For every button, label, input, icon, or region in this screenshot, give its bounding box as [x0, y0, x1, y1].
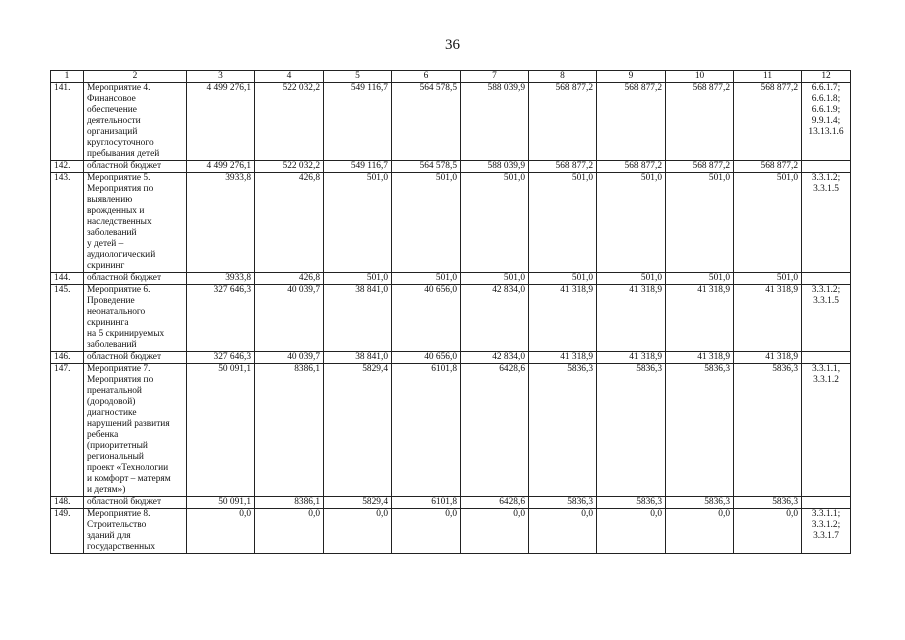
- description-line: Мероприятие 6.: [87, 285, 151, 295]
- amount-cell: 549 116,7: [324, 161, 392, 173]
- description-line: и комфорт – матерям: [87, 474, 171, 484]
- amount-cell: 568 877,2: [666, 83, 734, 161]
- indicator-code: 3.3.1.1;: [811, 509, 841, 519]
- amount-cell: 588 039,9: [461, 83, 529, 161]
- description-line: Проведение: [87, 296, 135, 306]
- description-line: аудиологический: [87, 250, 156, 260]
- amount-cell: 0,0: [187, 509, 255, 554]
- amount-cell: 501,0: [461, 273, 529, 285]
- amount-cell: 41 318,9: [734, 352, 802, 364]
- column-number: 6: [392, 71, 461, 83]
- amount-cell: 50 091,1: [187, 364, 255, 497]
- amount-cell: 41 318,9: [529, 352, 597, 364]
- description-line: Финансовое: [87, 94, 136, 104]
- amount-cell: 501,0: [529, 273, 597, 285]
- indicator-code: 6.6.1.9;: [811, 105, 841, 115]
- description-line: организаций: [87, 127, 138, 137]
- amount-cell: 568 877,2: [597, 161, 666, 173]
- description-line: круглосуточного: [87, 138, 154, 148]
- description-line: областной бюджет: [87, 497, 162, 507]
- measure-description: [84, 285, 187, 352]
- amount-cell: 5836,3: [666, 497, 734, 509]
- description-line: пренатальной: [87, 386, 142, 396]
- amount-cell: 41 318,9: [666, 285, 734, 352]
- description-line: скрининга: [87, 318, 129, 328]
- amount-cell: 327 646,3: [187, 352, 255, 364]
- column-number: 8: [529, 71, 597, 83]
- measure-description: [84, 497, 187, 509]
- description-line: Мероприятие 5.: [87, 173, 151, 183]
- indicator-code: 13.13.1.6: [808, 127, 844, 137]
- description-line: врожденных и: [87, 206, 145, 216]
- amount-cell: 42 834,0: [461, 352, 529, 364]
- amount-cell: 41 318,9: [666, 352, 734, 364]
- description-line: нарушений развития: [87, 419, 170, 429]
- column-number: 7: [461, 71, 529, 83]
- table-row: [51, 497, 851, 509]
- amount-cell: 568 877,2: [734, 83, 802, 161]
- indicator-codes: [802, 173, 851, 273]
- amount-cell: 0,0: [597, 509, 666, 554]
- column-number: 12: [802, 71, 851, 83]
- description-line: Мероприятие 4.: [87, 83, 151, 93]
- description-line: заболеваний: [87, 340, 137, 350]
- measure-description: [84, 173, 187, 273]
- description-line: деятельности: [87, 116, 141, 126]
- column-number: 2: [84, 71, 187, 83]
- amount-cell: 568 877,2: [666, 161, 734, 173]
- description-line: региональный: [87, 452, 144, 462]
- description-line: Мероприятие 7.: [87, 364, 151, 374]
- column-number: 1: [51, 71, 84, 83]
- amount-cell: 501,0: [529, 173, 597, 273]
- amount-cell: 5829,4: [324, 497, 392, 509]
- budget-table: [50, 70, 851, 554]
- amount-cell: 501,0: [597, 173, 666, 273]
- indicator-code: 3.3.1.2;: [811, 285, 841, 295]
- amount-cell: 5836,3: [597, 497, 666, 509]
- table-row: [51, 285, 851, 352]
- amount-cell: 501,0: [666, 273, 734, 285]
- amount-cell: 5836,3: [666, 364, 734, 497]
- amount-cell: 8386,1: [255, 364, 324, 497]
- amount-cell: 6101,8: [392, 497, 461, 509]
- table-body: [51, 71, 851, 554]
- indicator-code: 3.3.1.7: [813, 531, 839, 541]
- table-row: [51, 352, 851, 364]
- measure-description: [84, 352, 187, 364]
- amount-cell: 0,0: [529, 509, 597, 554]
- description-line: государственных: [87, 542, 156, 552]
- amount-cell: 327 646,3: [187, 285, 255, 352]
- row-number: 142.: [51, 161, 84, 173]
- amount-cell: 0,0: [666, 509, 734, 554]
- indicator-code: 3.3.1.2: [813, 375, 839, 385]
- amount-cell: 549 116,7: [324, 83, 392, 161]
- amount-cell: 5836,3: [529, 497, 597, 509]
- amount-cell: 41 318,9: [597, 352, 666, 364]
- description-line: и детям»): [87, 485, 126, 495]
- amount-cell: 568 877,2: [597, 83, 666, 161]
- table-row: [51, 509, 851, 554]
- description-line: заболеваний: [87, 228, 137, 238]
- amount-cell: 0,0: [734, 509, 802, 554]
- amount-cell: 564 578,5: [392, 83, 461, 161]
- description-line: областной бюджет: [87, 161, 162, 171]
- indicator-code: 3.3.1.5: [813, 184, 839, 194]
- description-line: Мероприятия по: [87, 375, 154, 385]
- indicator-code: 6.6.1.7;: [811, 83, 841, 93]
- amount-cell: 42 834,0: [461, 285, 529, 352]
- description-line: обеспечение: [87, 105, 137, 115]
- description-line: зданий для: [87, 531, 131, 541]
- indicator-codes: [802, 497, 851, 509]
- amount-cell: 5836,3: [529, 364, 597, 497]
- measure-description: [84, 509, 187, 554]
- amount-cell: 501,0: [324, 173, 392, 273]
- amount-cell: 568 877,2: [529, 161, 597, 173]
- amount-cell: 426,8: [255, 173, 324, 273]
- measure-description: [84, 83, 187, 161]
- table-row: [51, 173, 851, 273]
- description-line: (дородовой): [87, 397, 136, 407]
- table-row: [51, 161, 851, 173]
- indicator-code: 9.9.1.4;: [811, 116, 841, 126]
- amount-cell: 6428,6: [461, 497, 529, 509]
- amount-cell: 41 318,9: [734, 285, 802, 352]
- row-number: 143.: [51, 173, 84, 273]
- description-line: Мероприятия по: [87, 184, 154, 194]
- amount-cell: 501,0: [734, 273, 802, 285]
- amount-cell: 4 499 276,1: [187, 161, 255, 173]
- amount-cell: 501,0: [324, 273, 392, 285]
- indicator-codes: [802, 285, 851, 352]
- row-number: 147.: [51, 364, 84, 497]
- amount-cell: 568 877,2: [734, 161, 802, 173]
- amount-cell: 501,0: [666, 173, 734, 273]
- amount-cell: 5836,3: [734, 364, 802, 497]
- description-line: ребенка: [87, 430, 119, 440]
- page-number: 36: [445, 37, 460, 53]
- amount-cell: 4 499 276,1: [187, 83, 255, 161]
- amount-cell: 40 039,7: [255, 285, 324, 352]
- column-number-row: [51, 71, 851, 83]
- amount-cell: 41 318,9: [597, 285, 666, 352]
- amount-cell: 501,0: [597, 273, 666, 285]
- amount-cell: 501,0: [734, 173, 802, 273]
- table-row: [51, 273, 851, 285]
- amount-cell: 501,0: [392, 273, 461, 285]
- amount-cell: 426,8: [255, 273, 324, 285]
- amount-cell: 522 032,2: [255, 83, 324, 161]
- amount-cell: 0,0: [324, 509, 392, 554]
- description-line: неонатального: [87, 307, 146, 317]
- amount-cell: 40 039,7: [255, 352, 324, 364]
- description-line: выявлению: [87, 195, 133, 205]
- amount-cell: 8386,1: [255, 497, 324, 509]
- row-number: 149.: [51, 509, 84, 554]
- amount-cell: 501,0: [461, 173, 529, 273]
- indicator-codes: [802, 509, 851, 554]
- indicator-codes: [802, 83, 851, 161]
- indicator-code: 3.3.1.2;: [811, 520, 841, 530]
- column-number: 9: [597, 71, 666, 83]
- description-line: (приоритетный: [87, 441, 148, 451]
- amount-cell: 38 841,0: [324, 285, 392, 352]
- row-number: 141.: [51, 83, 84, 161]
- amount-cell: 5836,3: [734, 497, 802, 509]
- column-number: 4: [255, 71, 324, 83]
- amount-cell: 588 039,9: [461, 161, 529, 173]
- amount-cell: 41 318,9: [529, 285, 597, 352]
- row-number: 144.: [51, 273, 84, 285]
- row-number: 148.: [51, 497, 84, 509]
- amount-cell: 40 656,0: [392, 285, 461, 352]
- amount-cell: 5836,3: [597, 364, 666, 497]
- amount-cell: 568 877,2: [529, 83, 597, 161]
- amount-cell: 3933,8: [187, 173, 255, 273]
- amount-cell: 564 578,5: [392, 161, 461, 173]
- table-row: [51, 364, 851, 497]
- description-line: наследственных: [87, 217, 152, 227]
- column-number: 5: [324, 71, 392, 83]
- description-line: Мероприятие 8.: [87, 509, 151, 519]
- row-number: 146.: [51, 352, 84, 364]
- amount-cell: 0,0: [392, 509, 461, 554]
- description-line: пребывания детей: [87, 149, 160, 159]
- indicator-code: 3.3.1.5: [813, 296, 839, 306]
- amount-cell: 40 656,0: [392, 352, 461, 364]
- indicator-code: 3.3.1.1,: [811, 364, 841, 374]
- measure-description: [84, 161, 187, 173]
- row-number: 145.: [51, 285, 84, 352]
- description-line: областной бюджет: [87, 273, 162, 283]
- description-line: областной бюджет: [87, 352, 162, 362]
- amount-cell: 38 841,0: [324, 352, 392, 364]
- amount-cell: 6101,8: [392, 364, 461, 497]
- description-line: диагностике: [87, 408, 137, 418]
- description-line: на 5 скринируемых: [87, 329, 165, 339]
- column-number: 3: [187, 71, 255, 83]
- indicator-codes: [802, 161, 851, 173]
- amount-cell: 50 091,1: [187, 497, 255, 509]
- column-number: 11: [734, 71, 802, 83]
- description-line: у детей –: [87, 239, 124, 249]
- amount-cell: 0,0: [461, 509, 529, 554]
- amount-cell: 6428,6: [461, 364, 529, 497]
- indicator-code: 3.3.1.2;: [811, 173, 841, 183]
- indicator-codes: [802, 364, 851, 497]
- description-line: Строительство: [87, 520, 147, 530]
- indicator-codes: [802, 273, 851, 285]
- column-number: 10: [666, 71, 734, 83]
- indicator-code: 6.6.1.8;: [811, 94, 841, 104]
- measure-description: [84, 273, 187, 285]
- amount-cell: 0,0: [255, 509, 324, 554]
- description-line: скрининг: [87, 261, 125, 271]
- amount-cell: 501,0: [392, 173, 461, 273]
- amount-cell: 522 032,2: [255, 161, 324, 173]
- amount-cell: 3933,8: [187, 273, 255, 285]
- table-row: [51, 83, 851, 161]
- amount-cell: 5829,4: [324, 364, 392, 497]
- description-line: проект «Технологии: [87, 463, 169, 473]
- indicator-codes: [802, 352, 851, 364]
- measure-description: [84, 364, 187, 497]
